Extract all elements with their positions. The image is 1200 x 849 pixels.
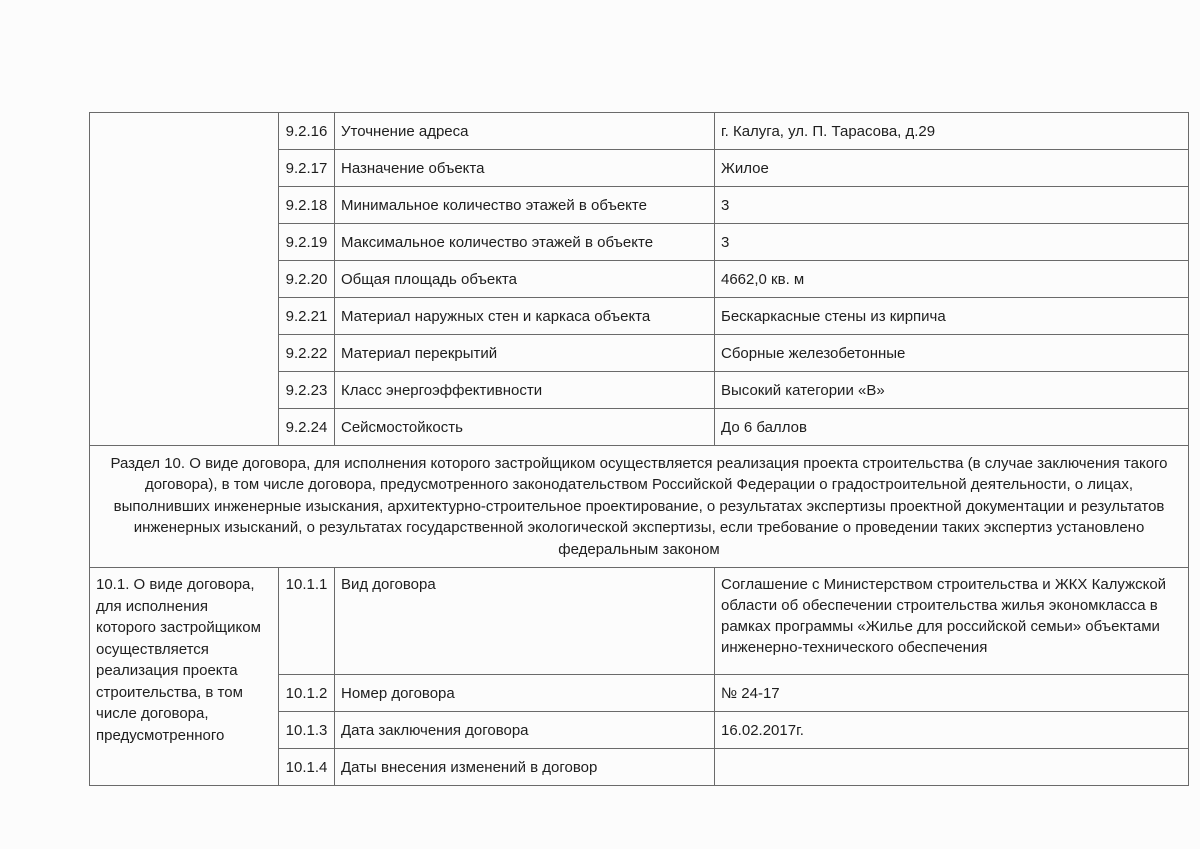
item-label: Уточнение адреса	[335, 113, 715, 150]
item-label: Минимальное количество этажей в объекте	[335, 187, 715, 224]
item-label: Вид договора	[335, 568, 715, 675]
table-row	[90, 113, 1189, 150]
item-value: Высокий категории «В»	[715, 372, 1189, 409]
section-heading-row	[90, 446, 1189, 568]
section-10-heading: Раздел 10. О виде договора, для исполнения которого застройщиком осуществляется реализация проекта строительства (в случае заключения такого договора), в том числе договора, предусмотренного законодательством Российской Федерации о градостроительной деятельности, о лицах, выполнивших инженерные изыскания, архитектурно-строительное проектирование, о результатах экспертизы проектной документации и результатов инженерных изысканий, о результатах государственной экологической экспертизы, если требование о проведении таких экспертиз установлено федеральным законом	[90, 446, 1189, 568]
item-label: Класс энергоэффективности	[335, 372, 715, 409]
item-value: Соглашение с Министерством строительства и ЖКХ Калужской области об обеспечении строительства жилья экономкласса в рамках программы «Жилье для российской семьи» объектами инженерно-технического обеспечения	[715, 568, 1189, 675]
item-value: 3	[715, 224, 1189, 261]
item-code: 10.1.3	[279, 712, 335, 749]
item-code: 9.2.24	[279, 409, 335, 446]
item-value: Жилое	[715, 150, 1189, 187]
group-label-empty-cell	[90, 113, 279, 446]
item-value: № 24-17	[715, 675, 1189, 712]
table-row	[90, 568, 1189, 675]
item-code: 9.2.18	[279, 187, 335, 224]
item-code: 10.1.2	[279, 675, 335, 712]
item-code: 9.2.23	[279, 372, 335, 409]
item-code: 9.2.17	[279, 150, 335, 187]
item-label: Дата заключения договора	[335, 712, 715, 749]
item-value: г. Калуга, ул. П. Тарасова, д.29	[715, 113, 1189, 150]
item-code: 9.2.19	[279, 224, 335, 261]
item-label: Материал наружных стен и каркаса объекта	[335, 298, 715, 335]
group-label-10-1: 10.1. О виде договора, для исполнения которого застройщиком осуществляется реализация проекта строительства, в том числе договора, предусмотренного	[90, 568, 279, 786]
item-value: Сборные железобетонные	[715, 335, 1189, 372]
item-value: 16.02.2017г.	[715, 712, 1189, 749]
item-label: Даты внесения изменений в договор	[335, 749, 715, 786]
item-code: 9.2.22	[279, 335, 335, 372]
declaration-table	[89, 112, 1189, 786]
item-label: Номер договора	[335, 675, 715, 712]
item-value: 3	[715, 187, 1189, 224]
item-label: Назначение объекта	[335, 150, 715, 187]
item-value: До 6 баллов	[715, 409, 1189, 446]
item-code: 10.1.4	[279, 749, 335, 786]
item-label: Материал перекрытий	[335, 335, 715, 372]
item-label: Общая площадь объекта	[335, 261, 715, 298]
item-code: 9.2.21	[279, 298, 335, 335]
item-value: Бескаркасные стены из кирпича	[715, 298, 1189, 335]
item-code: 9.2.16	[279, 113, 335, 150]
item-label: Сейсмостойкость	[335, 409, 715, 446]
item-label: Максимальное количество этажей в объекте	[335, 224, 715, 261]
item-value: 4662,0 кв. м	[715, 261, 1189, 298]
item-code: 9.2.20	[279, 261, 335, 298]
item-code: 10.1.1	[279, 568, 335, 675]
item-value	[715, 749, 1189, 786]
